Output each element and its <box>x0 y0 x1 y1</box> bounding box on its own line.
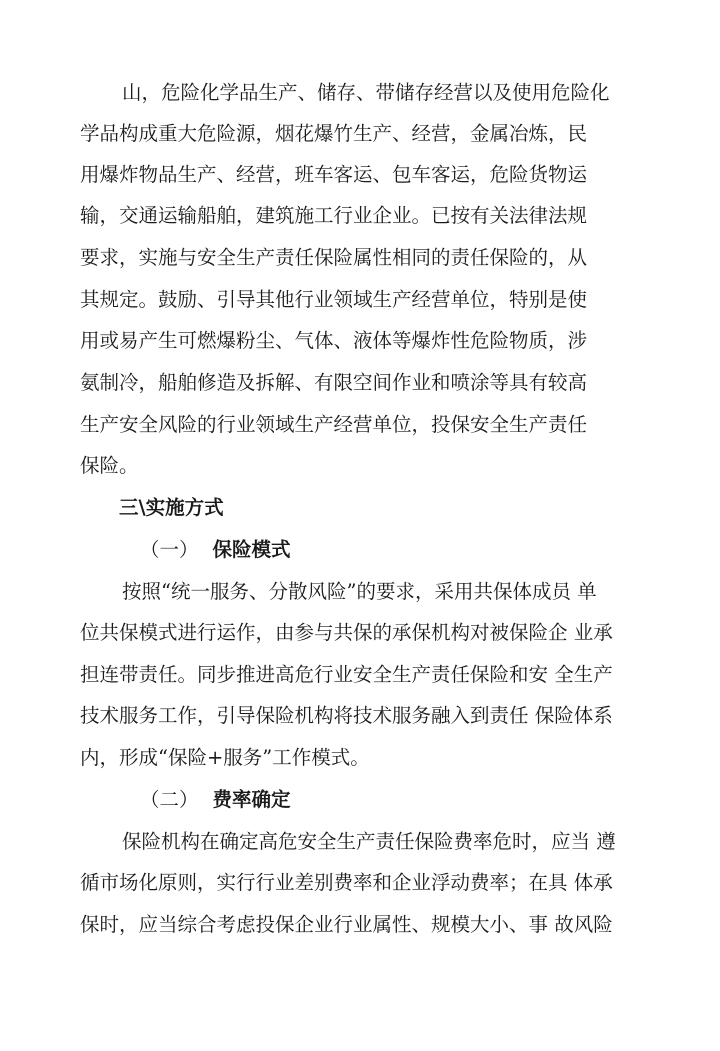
body-line: 其规定。鼓励、引导其他行业领域生产经营单位，特别是使 <box>80 288 588 311</box>
body-line: 要求，实施与安全生产责任保险属性相同的责任保险的，从 <box>80 246 588 269</box>
body-line: 用爆炸物品生产、经营，班车客运、包车客运，危险货物运 <box>80 163 588 186</box>
subsection-number: （一） <box>140 538 199 561</box>
body-line: 保时，应当综合考虑投保企业行业属性、规模大小、事 故风险 <box>80 913 613 936</box>
subsection-heading <box>140 787 640 813</box>
subsection-title: 保险模式 <box>212 538 291 561</box>
body-line: 担连带责任。同步推进高危行业安全生产责任保险和安 全生产 <box>80 663 613 686</box>
body-line: 循市场化原则，实行行业差别费率和企业浮动费率；在具 体承 <box>80 871 613 894</box>
subsection-title: 费率确定 <box>212 788 291 811</box>
body-line: 内，形成“保险+服务”工作模式。 <box>80 746 370 769</box>
body-line: 生产安全风险的行业领域生产经营单位，投保安全生产责任 <box>80 413 588 436</box>
body-line: 输，交通运输船舶，建筑施工行业企业。已按有关法律法规 <box>80 204 588 227</box>
body-line: 按照“统一服务、分散风险”的要求，采用共保体成员 单 <box>122 580 597 603</box>
section-heading: 三\实施方式 <box>119 496 224 519</box>
subsection-heading <box>140 537 640 563</box>
body-line: 用或易产生可燃爆粉尘、气体、液体等爆炸性危险物质，涉 <box>80 329 588 352</box>
body-line: 山，危险化学品生产、储存、带储存经营以及使用危险化 <box>122 81 610 104</box>
subsection-number: （二） <box>140 788 199 811</box>
body-line: 技术服务工作，引导保险机构将技术服务融入到责任 保险体系 <box>80 704 613 727</box>
body-line: 保险机构在确定高危安全生产责任保险费率危时，应当 遵 <box>122 830 616 853</box>
body-line: 学品构成重大危险源，烟花爆竹生产、经营，金属冶炼，民 <box>80 122 588 145</box>
body-line: 氨制冷，船舶修造及拆解、有限空间作业和喷涂等具有较高 <box>80 371 588 394</box>
body-line: 保险。 <box>80 454 139 477</box>
body-line: 位共保模式进行运作，由参与共保的承保机构对被保险企 业承 <box>80 621 613 644</box>
